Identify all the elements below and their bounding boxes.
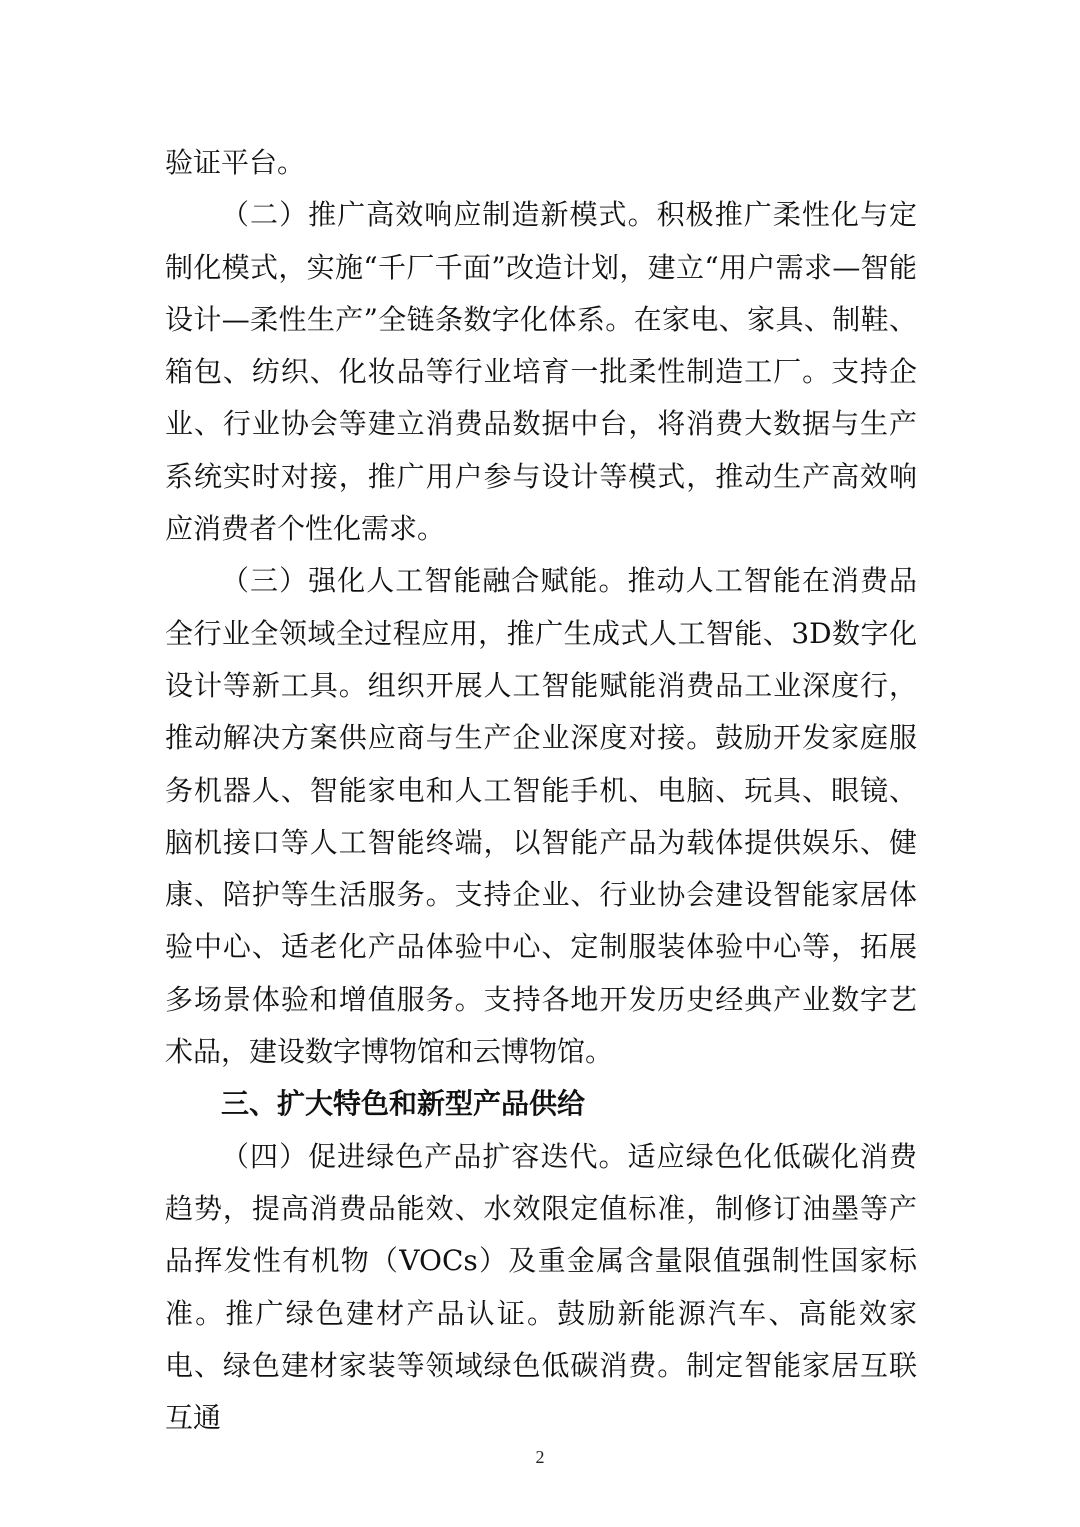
document-body — [165, 137, 917, 1444]
section-heading: 三、扩大特色和新型产品供给 — [221, 1087, 586, 1121]
paragraph-section-3: （三）强化人工智能融合赋能。推动人工智能在消费品全行业全领域全过程应用，推广生成式人工智能、3D数字化设计等新工具。组织开展人工智能赋能消费品工业深度行，推动解决方案供应商与生产企业深度对接。鼓励开发家庭服务机器人、智能家电和人工智能手机、电脑、玩具、眼镜、脑机接口等人工智能终端，以智能产品为载体提供娱乐、健康、陪护等生活服务。支持企业、行业协会建设智能家居体验中心、适老化产品体验中心、定制服装体验中心等，拓展多场景体验和增值服务。支持各地开发历史经典产业数字艺术品，建设数字博物馆和云博物馆。 — [165, 564, 917, 1069]
page-number: 2 — [535, 1447, 545, 1467]
paragraph-continuation: 验证平台。 — [165, 146, 306, 179]
paragraph-section-2: （二）推广高效响应制造新模式。积极推广柔性化与定制化模式，实施“千厂千面”改造计划，建立“用户需求—智能设计—柔性生产”全链条数字化体系。在家电、家具、制鞋、箱包、纺织、化妆品等行业培育一批柔性制造工厂。支持企业、行业协会等建立消费品数据中台，将消费大数据与生产系统实时对接，推广用户参与设计等模式，推动生产高效响应消费者个性化需求。 — [165, 198, 917, 546]
paragraph-section-4: （四）促进绿色产品扩容迭代。适应绿色化低碳化消费趋势，提高消费品能效、水效限定值标准，制修订油墨等产品挥发性有机物（VOCs）及重金属含量限值强制性国家标准。推广绿色建材产品认证。鼓励新能源汽车、高能效家电、绿色建材家装等领域绿色低碳消费。制定智能家居互联互通 — [165, 1139, 917, 1435]
